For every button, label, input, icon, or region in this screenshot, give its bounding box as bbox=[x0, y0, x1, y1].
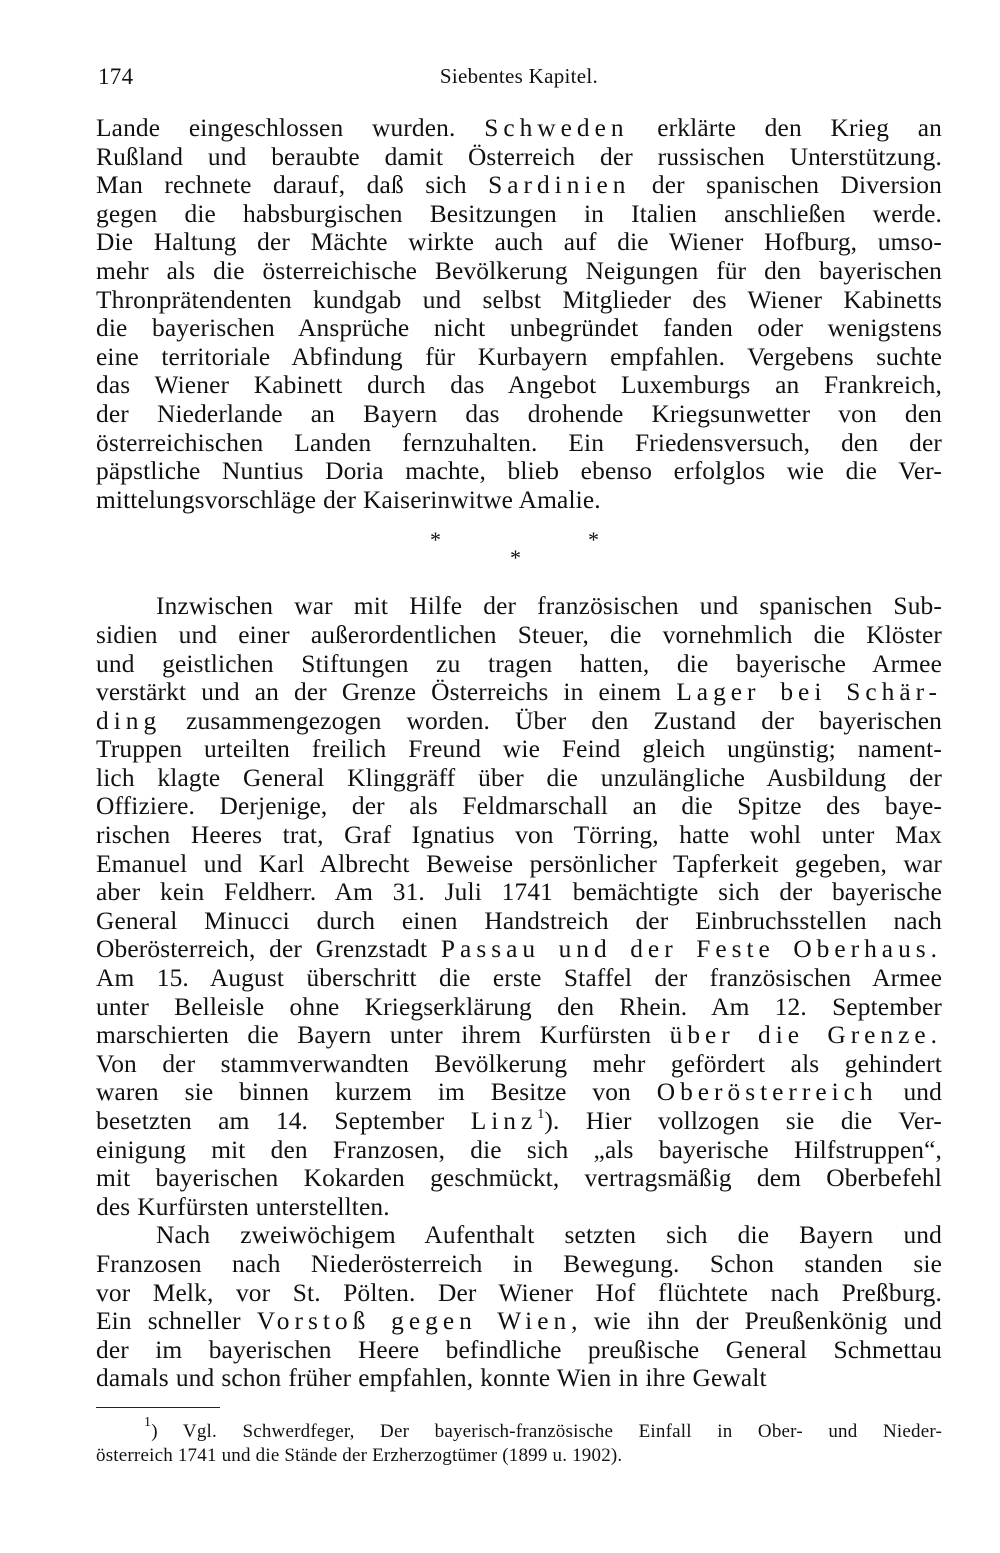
asterisk: * bbox=[510, 545, 522, 571]
text-line: damals und schon früher empfahlen, konnte Wien in ihre Gewalt bbox=[96, 1364, 767, 1393]
text-line: Truppen urteilten freilich Freund wie Feind gleich ungünstig; nament- bbox=[96, 735, 942, 764]
text-line: Franzosen nach Niederösterreich in Bewegung. Schon standen sie bbox=[96, 1249, 942, 1278]
text-line: lich klagte General Klinggräff über die unzulängliche Ausbildung der bbox=[96, 763, 942, 792]
text-line: Nach zweiwöchigem Aufenthalt setzten sich die Bayern und bbox=[156, 1221, 942, 1250]
paragraph-1 bbox=[96, 114, 942, 514]
spaced-emphasis: über die Grenze. bbox=[669, 1021, 942, 1050]
text-line: Emanuel und Karl Albrecht Beweise persönlicher Tapferkeit gegeben, war bbox=[96, 849, 942, 878]
spaced-emphasis: ding bbox=[96, 706, 162, 735]
footnote-line: österreich 1741 und die Stände der Erzherzogtümer (1899 u. 1902). bbox=[96, 1444, 623, 1466]
paragraph-2 bbox=[96, 592, 942, 1221]
text-line: Lande eingeschlossen wurden. Schweden erklärte den Krieg an bbox=[96, 114, 942, 142]
text-line: der Niederlande an Bayern das drohende Kriegsunwetter von den bbox=[96, 399, 942, 428]
text-line: österreichischen Landen fernzuhalten. Ein Friedensversuch, den der bbox=[96, 428, 942, 457]
text-line: gegen die habsburgischen Besitzungen in Italien anschließen werde. bbox=[96, 199, 942, 228]
page-number: 174 bbox=[98, 64, 134, 89]
asterisk: * bbox=[588, 527, 600, 553]
text-line: eine territoriale Abfindung für Kurbayern empfahlen. Vergebens suchte bbox=[96, 342, 942, 371]
text-line: Inzwischen war mit Hilfe der französischen und spanischen Sub- bbox=[156, 592, 942, 621]
text-line: das Wiener Kabinett durch das Angebot Luxemburgs an Frankreich, bbox=[96, 371, 942, 400]
running-header bbox=[96, 58, 942, 88]
text-line: unter Belleisle ohne Kriegserklärung den Rhein. Am 12. September bbox=[96, 992, 942, 1021]
text-line: verstärkt und an der Grenze Österreichs in einem Lager bei Schär- bbox=[96, 678, 943, 707]
text-line: und geistlichen Stiftungen zu tragen hatten, die bayerische Armee bbox=[96, 649, 942, 678]
spaced-emphasis: Linz bbox=[470, 1107, 538, 1135]
text-line: waren sie binnen kurzem im Besitze von Oberösterreich und bbox=[96, 1078, 942, 1107]
footnote-line: $^1$) Vgl. Schwerdfeger, Der bayerisch-französische Einfall in Ober- und Nieder- bbox=[144, 1414, 943, 1442]
footnote-marker: 1 bbox=[144, 1414, 152, 1430]
text-line: rischen Heeres trat, Graf Ignatius von Törring, hatte wohl unter Max bbox=[96, 821, 942, 850]
spaced-emphasis: Schweden bbox=[484, 114, 629, 142]
book-page bbox=[96, 58, 942, 1468]
text-line: Von der stammverwandten Bevölkerung mehr gefördert als gehindert bbox=[96, 1049, 942, 1078]
running-title: Siebentes Kapitel. bbox=[439, 64, 599, 88]
spaced-emphasis: Passau und der Feste Oberhaus. bbox=[440, 935, 942, 964]
spaced-emphasis: Lager bei Schär- bbox=[676, 678, 943, 707]
text-line: päpstliche Nuntius Doria machte, blieb ebenso erfolglos wie die Ver- bbox=[96, 457, 942, 486]
text-line: Oberösterreich, der Grenzstadt Passau und der Feste Oberhaus. bbox=[96, 935, 942, 964]
spaced-emphasis: Vorstoß gegen Wien bbox=[256, 1307, 572, 1336]
footnote-reference[interactable]: 1 bbox=[537, 1107, 545, 1122]
footnote bbox=[96, 1414, 943, 1468]
text-line: Thronprätendenten kundgab und selbst Mitglieder des Wiener Kabinetts bbox=[96, 285, 942, 314]
text-line: Ein schneller Vorstoß gegen Wien, wie ihn der Preußenkönig und bbox=[96, 1307, 943, 1336]
footnote-rule bbox=[96, 1407, 220, 1408]
text-line: Offiziere. Derjenige, der als Feldmarschall an die Spitze des baye- bbox=[96, 792, 942, 821]
section-separator bbox=[96, 522, 942, 582]
text-line: ding zusammengezogen worden. Über den Zustand der bayerischen bbox=[96, 706, 942, 735]
text-line: sidien und einer außerordentlichen Steuer, die vornehmlich die Klöster bbox=[96, 620, 942, 649]
text-line: einigung mit den Franzosen, die sich „als bayerische Hilfstruppen“, bbox=[96, 1135, 942, 1164]
text-line: die bayerischen Ansprüche nicht unbegründet fanden oder wenigstens bbox=[96, 314, 942, 343]
text-line: mehr als die österreichische Bevölkerung Neigungen für den bayerischen bbox=[96, 256, 942, 285]
text-line: des Kurfürsten unterstellten. bbox=[96, 1192, 390, 1221]
text-line: mit bayerischen Kokarden geschmückt, vertragsmäßig dem Oberbefehl bbox=[96, 1164, 942, 1193]
text-line: aber kein Feldherr. Am 31. Juli 1741 bemächtigte sich der bayerische bbox=[96, 878, 942, 907]
text-line: mittelungsvorschläge der Kaiserinwitwe Amalie. bbox=[96, 485, 601, 514]
text-line: besetzten am 14. September Linz$^1$). Hier vollzogen sie die Ver- bbox=[96, 1107, 942, 1135]
spaced-emphasis: Oberösterreich bbox=[656, 1078, 878, 1107]
text-line: vor Melk, vor St. Pölten. Der Wiener Hof flüchtete nach Preßburg. bbox=[96, 1278, 942, 1307]
text-line: Man rechnete darauf, daß sich Sardinien der spanischen Diversion bbox=[96, 171, 942, 200]
text-line: General Minucci durch einen Handstreich der Einbruchsstellen nach bbox=[96, 906, 942, 935]
paragraph-3 bbox=[96, 1221, 942, 1393]
text-line: Rußland und beraubte damit Österreich der russischen Unterstützung. bbox=[96, 142, 942, 171]
asterisk: * bbox=[430, 527, 442, 553]
text-line: der im bayerischen Heere befindliche preußische General Schmettau bbox=[96, 1335, 942, 1364]
text-line: marschierten die Bayern unter ihrem Kurfürsten über die Grenze. bbox=[96, 1021, 942, 1050]
footnote-text: Vgl. Schwerdfeger, Der bayerisch-französische Einfall in Ober- und Nieder- bbox=[182, 1420, 943, 1442]
text-line: Am 15. August überschritt die erste Staffel der französischen Armee bbox=[96, 964, 942, 993]
main-text bbox=[96, 114, 942, 1393]
spaced-emphasis: Sardinien bbox=[488, 171, 631, 200]
text-line: Die Haltung der Mächte wirkte auch auf die Wiener Hofburg, umso- bbox=[96, 228, 942, 257]
